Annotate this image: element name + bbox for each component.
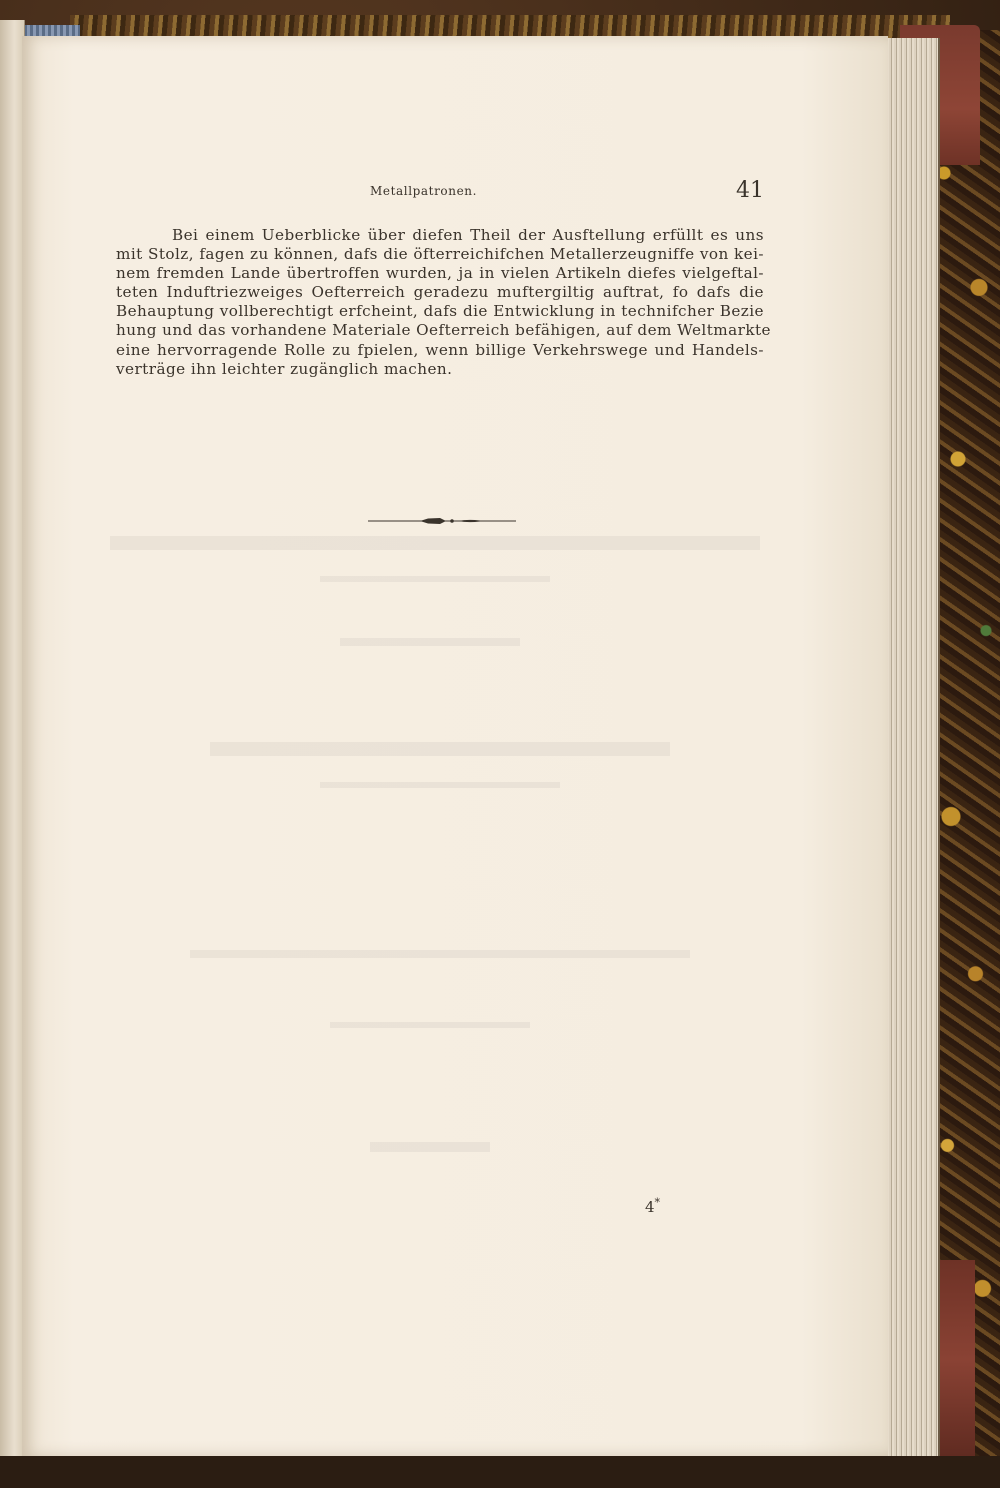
marbled-cover-board [930,30,1000,1460]
running-head: Metallpatronen. [370,184,478,198]
signature-star: * [654,1196,661,1209]
background-surface [0,1456,1000,1488]
signature-mark [645,1196,660,1216]
page-edges-stack [884,38,940,1458]
paragraph-line: eine hervorragende Rolle zu fpielen, wenn billige Verkehrswege und Handels- [116,340,764,359]
paragraph-line: mit Stolz, fagen zu können, dafs die öfterreichifchen Metallerzeugniffe von kei- [116,245,764,264]
signature-number: 4 [645,1198,655,1216]
paragraph-line: nem fremden Lande übertroffen wurden, ja in vielen Artikeln diefes vielgeftal- [116,264,764,283]
page-number: 41 [736,178,764,203]
bleed-through-shadow [110,520,760,1280]
paragraph-line: hung und das vorhandene Materiale Oefterreich befähigen, auf dem Weltmarkte [116,321,771,340]
body-paragraph [116,226,771,379]
paragraph-line: verträge ihn leichter zugänglich machen. [116,359,453,378]
paragraph-line: Bei einem Ueberblicke über diefen Theil der Ausftellung erfüllt es uns [172,226,764,244]
section-divider-ornament [368,514,516,528]
paragraph-line: Behauptung vollberechtigt erfcheint, dafs die Entwicklung in technifcher Bezie [116,302,764,321]
paragraph-line: teten Induftriezweiges Oefterreich geradezu muftergiltig auftrat, fo dafs die [116,283,764,302]
